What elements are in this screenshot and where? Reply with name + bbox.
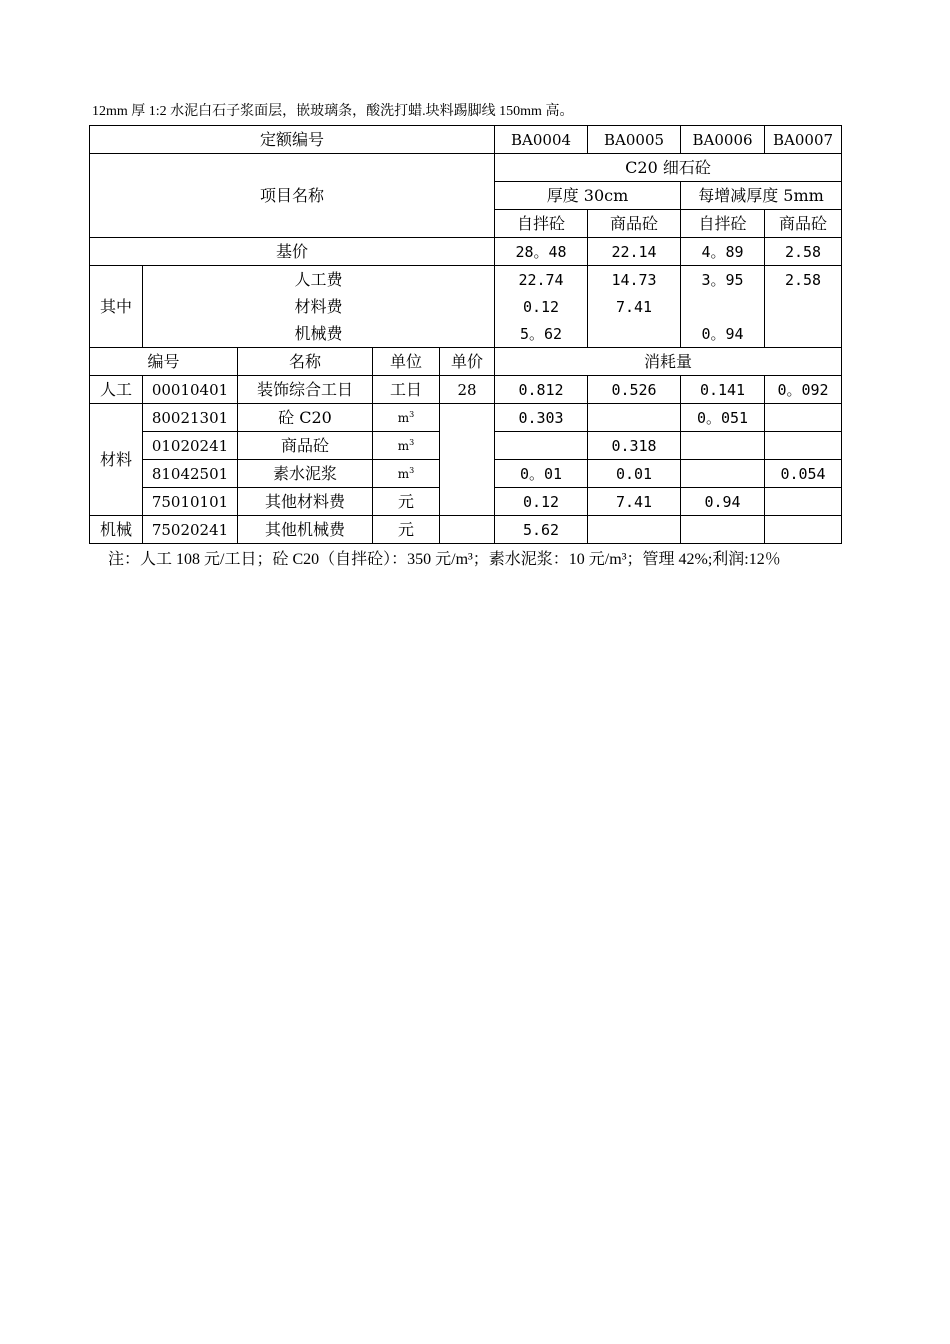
consumption-value bbox=[588, 404, 681, 432]
labor-group-label: 人工 bbox=[90, 376, 143, 404]
quota-code: BA0005 bbox=[588, 126, 681, 154]
resource-unit: 工日 bbox=[373, 376, 440, 404]
consumption-value: 0.303 bbox=[495, 404, 588, 432]
cost-value: 0。94 bbox=[681, 320, 765, 348]
resource-unit: 元 bbox=[373, 516, 440, 544]
resource-name: 砼 C20 bbox=[238, 404, 373, 432]
item-name-label: 项目名称 bbox=[90, 154, 495, 238]
quota-code: BA0006 bbox=[681, 126, 765, 154]
row-material-cost bbox=[90, 293, 842, 320]
consumption-value bbox=[681, 460, 765, 488]
cost-value: 3。95 bbox=[681, 266, 765, 294]
resource-price bbox=[440, 404, 495, 516]
cost-value bbox=[765, 320, 842, 348]
resource-unit: 元 bbox=[373, 488, 440, 516]
base-price-value: 28。48 bbox=[495, 238, 588, 266]
resource-name: 其他机械费 bbox=[238, 516, 373, 544]
cost-value: 2.58 bbox=[765, 266, 842, 294]
consumption-value: 0.054 bbox=[765, 460, 842, 488]
consumption-value bbox=[765, 488, 842, 516]
cost-value: 5。62 bbox=[495, 320, 588, 348]
footnote: 注：人工 108 元/工日；砼 C20（自拌砼）：350 元/m³；素水泥浆：10 元/m³；管理 42%;利润:12％ bbox=[108, 551, 781, 568]
labor-cost-label: 人工费 bbox=[143, 266, 495, 294]
col-consumption-header: 消耗量 bbox=[495, 348, 842, 376]
resource-price: 28 bbox=[440, 376, 495, 404]
quota-code: BA0004 bbox=[495, 126, 588, 154]
consumption-value: 0.01 bbox=[588, 460, 681, 488]
materials-group-label: 材料 bbox=[90, 404, 143, 516]
base-price-value: 4。89 bbox=[681, 238, 765, 266]
mix-type: 商品砼 bbox=[765, 210, 842, 238]
cost-value bbox=[681, 293, 765, 320]
row-machine-cost bbox=[90, 320, 842, 348]
consumption-value bbox=[765, 404, 842, 432]
row-base-price bbox=[90, 238, 842, 266]
row-material bbox=[90, 154, 842, 182]
row-quota-codes bbox=[90, 126, 842, 154]
cost-value: 14.73 bbox=[588, 266, 681, 294]
mix-type: 商品砼 bbox=[588, 210, 681, 238]
col-price-header: 单价 bbox=[440, 348, 495, 376]
consumption-value: 0。01 bbox=[495, 460, 588, 488]
row-labor-cost bbox=[90, 266, 842, 294]
base-price-label: 基价 bbox=[90, 238, 495, 266]
resource-code: 00010401 bbox=[143, 376, 238, 404]
consumption-value: 5.62 bbox=[495, 516, 588, 544]
consumption-value bbox=[765, 432, 842, 460]
consumption-value bbox=[681, 516, 765, 544]
resource-unit: $m^3$ bbox=[373, 404, 440, 432]
resource-name: 商品砼 bbox=[238, 432, 373, 460]
consumption-value bbox=[681, 432, 765, 460]
consumption-value bbox=[588, 516, 681, 544]
material-cost-label: 材料费 bbox=[143, 293, 495, 320]
cost-value: 22.74 bbox=[495, 266, 588, 294]
consumption-value: 7.41 bbox=[588, 488, 681, 516]
thickness-a: 厚度 30cm bbox=[495, 182, 681, 210]
consumption-value: 0.141 bbox=[681, 376, 765, 404]
base-price-value: 22.14 bbox=[588, 238, 681, 266]
col-code-header: 编号 bbox=[90, 348, 238, 376]
quota-table bbox=[89, 125, 842, 544]
quota-code: BA0007 bbox=[765, 126, 842, 154]
quota-no-label: 定额编号 bbox=[90, 126, 495, 154]
consumption-value: 0.526 bbox=[588, 376, 681, 404]
consumption-value: 0.94 bbox=[681, 488, 765, 516]
consumption-value: 0.812 bbox=[495, 376, 588, 404]
resource-code: 75020241 bbox=[143, 516, 238, 544]
table-caption: 12mm 厚 1:2 水泥白石子浆面层，嵌玻璃条，酸洗打蜡.块料踢脚线 150mm 高。 bbox=[92, 104, 574, 119]
cost-value: 7.41 bbox=[588, 293, 681, 320]
cost-value bbox=[765, 293, 842, 320]
resource-unit: $m^3$ bbox=[373, 460, 440, 488]
consumption-value: 0。092 bbox=[765, 376, 842, 404]
resource-name: 其他材料费 bbox=[238, 488, 373, 516]
consumption-value: 0.318 bbox=[588, 432, 681, 460]
machinery-group-label: 机械 bbox=[90, 516, 143, 544]
resource-name: 装饰综合工日 bbox=[238, 376, 373, 404]
consumption-value bbox=[765, 516, 842, 544]
cost-value: 0.12 bbox=[495, 293, 588, 320]
consumption-value: 0。051 bbox=[681, 404, 765, 432]
breakdown-group-label: 其中 bbox=[90, 266, 143, 348]
consumption-value bbox=[495, 432, 588, 460]
row-material-item bbox=[90, 404, 842, 432]
col-unit-header: 单位 bbox=[373, 348, 440, 376]
resource-code: 81042501 bbox=[143, 460, 238, 488]
resource-unit: $m^3$ bbox=[373, 432, 440, 460]
resource-price bbox=[440, 516, 495, 544]
machine-cost-label: 机械费 bbox=[143, 320, 495, 348]
mix-type: 自拌砼 bbox=[495, 210, 588, 238]
resource-code: 01020241 bbox=[143, 432, 238, 460]
base-price-value: 2.58 bbox=[765, 238, 842, 266]
thickness-b: 每增减厚度 5mm bbox=[681, 182, 842, 210]
row-column-headers bbox=[90, 348, 842, 376]
resource-name: 素水泥浆 bbox=[238, 460, 373, 488]
mix-type: 自拌砼 bbox=[681, 210, 765, 238]
consumption-value: 0.12 bbox=[495, 488, 588, 516]
cost-value bbox=[588, 320, 681, 348]
resource-code: 75010101 bbox=[143, 488, 238, 516]
row-labor bbox=[90, 376, 842, 404]
material-name: C20 细石砼 bbox=[495, 154, 842, 182]
col-name-header: 名称 bbox=[238, 348, 373, 376]
resource-code: 80021301 bbox=[143, 404, 238, 432]
row-machinery bbox=[90, 516, 842, 544]
